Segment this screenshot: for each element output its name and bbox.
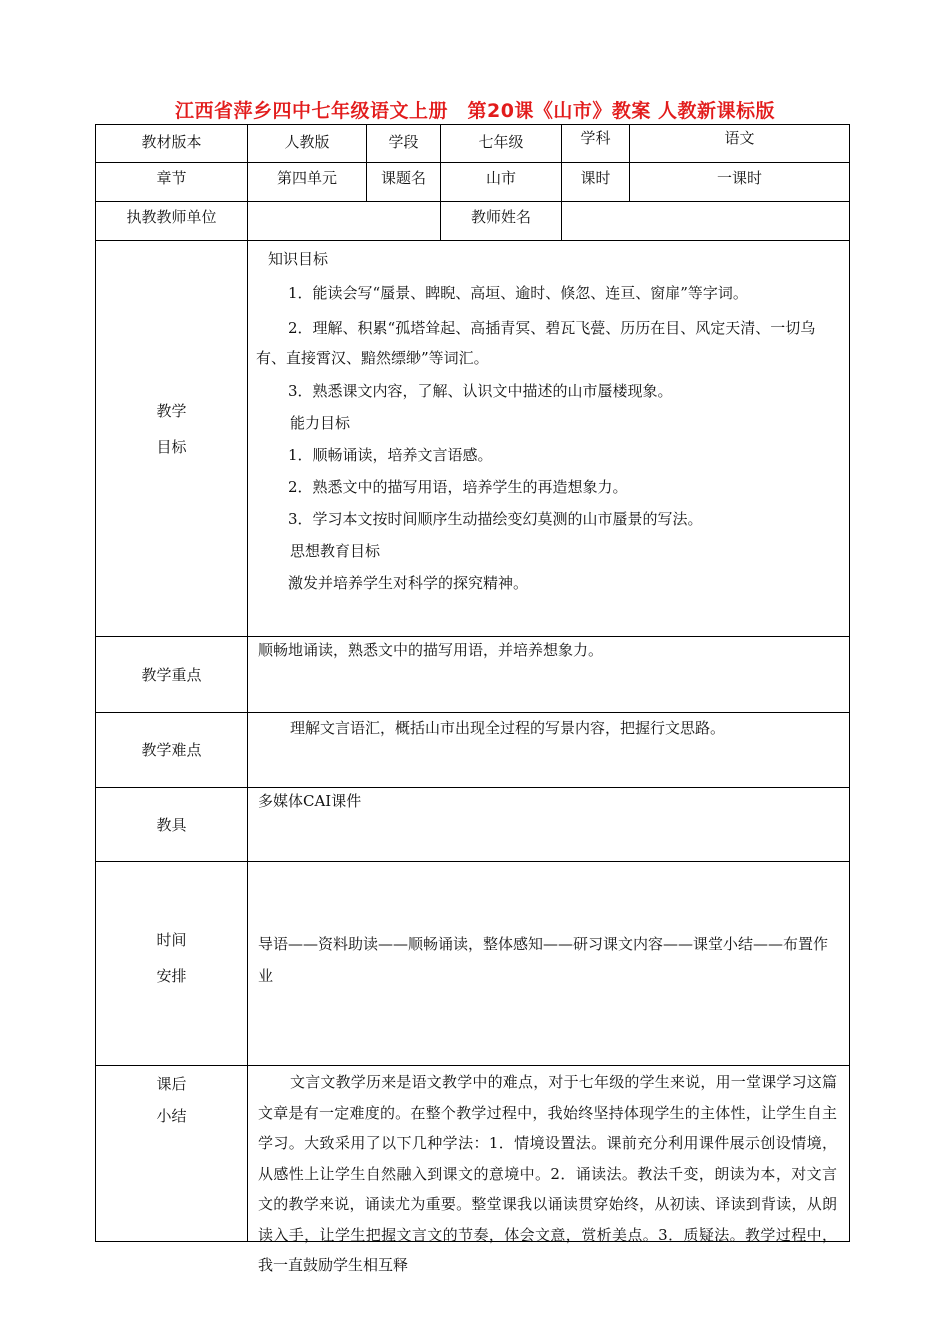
knowledge-objectives-heading: 知识目标: [268, 250, 329, 268]
schedule-content-cell: [247, 861, 850, 1066]
thought-objective-1: 激发并培养学生对科学的探究精神。: [288, 574, 529, 592]
ability-objective-3: 3．学习本文按时间顺序生动描绘变幻莫测的山市蜃景的写法。: [288, 510, 703, 528]
ability-objectives-heading: 能力目标: [290, 414, 351, 432]
period-label-cell: 课时: [561, 162, 630, 202]
summary-label-line1: 课后: [156, 1075, 187, 1093]
summary-text: 文言文教学历来是语文教学中的难点，对于七年级的学生来说，用一堂课学习这篇文章是有一定难度的。在整个教学过程中，我始终坚持体现学生的主体性，让学生自主学习。大致采用了以下几种学法：1．情境设置法。课前充分利用课件展示创设情境，从感性上让学生自然融入到课文的意境中。2．诵读法。教法千变，朗读为本，对文言文的教学来说，诵读尤为重要。整堂课我以诵读贯穿始终，从初读、译读到背读，从朗读入手，让学生把握文言文的节奏，体会文意，赏析美点。3．质疑法。教学过程中，我一直鼓励学生相互释: [258, 1073, 837, 1274]
textbook-label-cell: 教材版本: [95, 124, 248, 163]
summary-label-line2: 小结: [156, 1107, 187, 1125]
key-points-label-cell: [95, 636, 248, 713]
tools-label: 教具: [156, 815, 187, 834]
key-points-content-cell: 顺畅地诵读，熟悉文中的描写用语，并培养想象力。: [247, 636, 850, 713]
chapter-label-cell: 章节: [95, 162, 248, 202]
period-value-cell: 一课时: [629, 162, 850, 202]
subject-label-cell: 学科: [561, 124, 630, 163]
ability-objective-2: 2．熟悉文中的描写用语，培养学生的再造想象力。: [288, 478, 628, 496]
thought-objectives-heading: 思想教育目标: [290, 542, 381, 560]
objectives-label-line2: 目标: [156, 437, 187, 456]
topic-label-cell: 课题名: [366, 162, 441, 202]
teacher-name-value-cell: [561, 201, 850, 241]
tools-label-cell: [95, 787, 248, 862]
objectives-label-line1: 教学: [156, 401, 187, 420]
knowledge-objective-3: 3．熟悉课文内容，了解、认识文中描述的山市蜃楼现象。: [288, 382, 673, 400]
topic-value-cell: 山市: [440, 162, 562, 202]
ability-objective-1: 1．顺畅诵读，培养文言语感。: [288, 446, 493, 464]
difficulties-label-cell: [95, 712, 248, 788]
difficulties-label: 教学难点: [141, 741, 202, 759]
summary-label-cell: [95, 1065, 248, 1242]
knowledge-objective-2: 2．理解、积累“孤塔耸起、高插青冥、碧瓦飞甍、历历在目、风定天清、一切乌有、直接霄汉、黯然缥缈”等词汇。: [256, 319, 816, 367]
stage-value-cell: 七年级: [440, 124, 562, 163]
teacher-unit-label-cell: 执教教师单位: [95, 201, 248, 241]
schedule-label-line2: 安排: [156, 966, 187, 985]
summary-content-cell: [247, 1065, 850, 1274]
objectives-label-cell: [95, 240, 248, 637]
chapter-value-cell: 第四单元: [247, 162, 367, 202]
teacher-name-label-cell: 教师姓名: [440, 201, 562, 241]
schedule-label-line1: 时间: [156, 930, 187, 949]
difficulties-content-cell: 理解文言语汇，概括山市出现全过程的写景内容，把握行文思路。: [247, 712, 850, 788]
schedule-text: 导语——资料助读——顺畅诵读，整体感知——研习课文内容——课堂小结——布置作业: [258, 935, 829, 985]
knowledge-objective-1: 1．能读会写“蜃景、睥睨、高垣、逾时、倏忽、连亘、窗扉”等字词。: [288, 284, 748, 302]
objectives-content-cell: [247, 240, 850, 637]
tools-content-cell: 多媒体CAI课件: [247, 787, 850, 862]
key-points-label: 教学重点: [141, 665, 202, 684]
stage-label-cell: 学段: [366, 124, 441, 163]
document-title: 江西省萍乡四中七年级语文上册 第20课《山市》教案 人教新课标版: [174, 100, 776, 122]
subject-value-cell: 语文: [629, 124, 850, 163]
schedule-label-cell: [95, 861, 248, 1066]
textbook-value-cell: 人教版: [247, 124, 367, 163]
teacher-unit-value-cell: [247, 201, 441, 241]
